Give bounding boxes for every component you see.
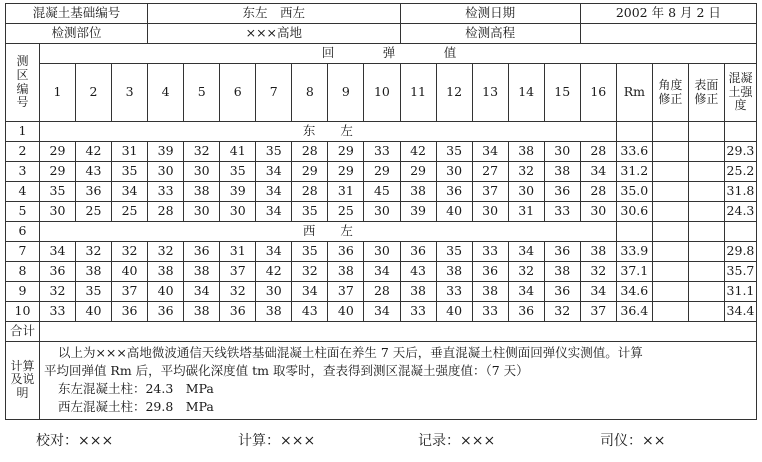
rebound-value-header: 回 弹 值 (39, 44, 756, 64)
rebound-value: 38 (256, 302, 292, 322)
rebound-value: 28 (580, 182, 616, 202)
empty-cell (688, 222, 724, 242)
rebound-value: 37 (472, 182, 508, 202)
rebound-value: 38 (544, 162, 580, 182)
rebound-value: 31 (508, 202, 544, 222)
strength-value: 35.7 (724, 262, 756, 282)
elevation-label: 检测高程 (400, 24, 580, 44)
rebound-value: 32 (184, 142, 220, 162)
rebound-value: 28 (148, 202, 184, 222)
rebound-value: 30 (508, 182, 544, 202)
rm-header: Rm (616, 64, 652, 122)
empty-cell (688, 122, 724, 142)
column-header-row-2 (6, 64, 757, 122)
rebound-value: 35 (292, 242, 328, 262)
point-header-1: 1 (39, 64, 75, 122)
zone-number: 8 (6, 262, 40, 282)
rebound-value: 39 (148, 142, 184, 162)
rebound-value: 43 (400, 262, 436, 282)
rebound-value: 40 (328, 302, 364, 322)
point-header-16: 16 (580, 64, 616, 122)
rebound-value: 33 (472, 242, 508, 262)
rebound-value: 29 (328, 142, 364, 162)
point-header-3: 3 (112, 64, 148, 122)
rebound-value: 32 (580, 262, 616, 282)
rebound-value: 40 (436, 302, 472, 322)
rebound-value: 35 (436, 242, 472, 262)
rebound-value: 33 (544, 202, 580, 222)
rebound-value: 38 (472, 282, 508, 302)
rebound-value: 30 (184, 202, 220, 222)
rebound-value: 34 (508, 242, 544, 262)
section-title: 东 左 (39, 122, 616, 142)
surface-correction-value (688, 202, 724, 222)
rebound-value: 38 (400, 182, 436, 202)
rebound-value: 32 (39, 282, 75, 302)
surface-correction-value (688, 282, 724, 302)
rebound-value: 36 (544, 242, 580, 262)
point-header-12: 12 (436, 64, 472, 122)
rebound-value: 34 (364, 302, 400, 322)
rebound-value: 45 (364, 182, 400, 202)
rebound-value: 28 (292, 142, 328, 162)
rebound-value: 36 (148, 302, 184, 322)
rebound-value: 28 (580, 142, 616, 162)
rebound-value: 34 (364, 262, 400, 282)
empty-cell (652, 222, 688, 242)
rebound-value: 34 (580, 162, 616, 182)
zone-number: 4 (6, 182, 40, 202)
rebound-value: 30 (580, 202, 616, 222)
rebound-value: 35 (39, 182, 75, 202)
rebound-value: 38 (184, 182, 220, 202)
strength-value: 29.3 (724, 142, 756, 162)
recorder-signature: 记录：××× (418, 433, 496, 449)
rebound-value: 30 (256, 282, 292, 302)
strength-value: 31.1 (724, 282, 756, 302)
empty-cell (652, 122, 688, 142)
notes-line-1: 以上为×××高地微波通信天线铁塔基础混凝土柱面在养生 7 天后，垂直混凝土柱侧面回弹仪实测值。计算 (57, 345, 643, 360)
point-header-7: 7 (256, 64, 292, 122)
table-row (6, 242, 757, 262)
rebound-value: 32 (75, 242, 111, 262)
rebound-value: 36 (184, 242, 220, 262)
rebound-value: 34 (508, 282, 544, 302)
rebound-value: 27 (472, 162, 508, 182)
rm-value: 37.1 (616, 262, 652, 282)
rebound-value: 25 (75, 202, 111, 222)
rm-value: 31.2 (616, 162, 652, 182)
zone-number-label: 测 区 编 号 (16, 53, 29, 110)
table-row (6, 262, 757, 282)
rebound-value: 29 (292, 162, 328, 182)
rebound-value: 37 (328, 282, 364, 302)
rebound-value: 29 (328, 162, 364, 182)
rebound-value: 34 (39, 242, 75, 262)
foundation-value: 东左 西左 (148, 4, 400, 24)
section-title: 西 左 (39, 222, 616, 242)
zone-number: 10 (6, 302, 40, 322)
rebound-value: 30 (364, 202, 400, 222)
rebound-value: 30 (364, 242, 400, 262)
rebound-value: 36 (472, 262, 508, 282)
rebound-value: 32 (220, 282, 256, 302)
rebound-value: 40 (112, 262, 148, 282)
rebound-value: 34 (184, 282, 220, 302)
rebound-value: 33 (436, 282, 472, 302)
rebound-value: 31 (112, 142, 148, 162)
header-row-1 (6, 4, 757, 24)
angle-correction-value (652, 202, 688, 222)
rebound-value: 25 (112, 202, 148, 222)
angle-correction-value (652, 302, 688, 322)
rebound-value: 35 (75, 282, 111, 302)
rebound-value: 38 (184, 302, 220, 322)
rebound-value: 36 (39, 262, 75, 282)
rebound-value: 30 (472, 202, 508, 222)
notes-line-2: 平均回弹值 Rm 后，平均碳化深度值 tm 取零时，查表得到测区混凝土强度值：（7 天） (43, 363, 529, 379)
rebound-value: 38 (400, 282, 436, 302)
strength-value: 24.3 (724, 202, 756, 222)
rebound-value: 34 (256, 242, 292, 262)
point-header-4: 4 (148, 64, 184, 122)
point-header-6: 6 (220, 64, 256, 122)
rebound-value: 30 (220, 202, 256, 222)
rebound-value: 43 (292, 302, 328, 322)
empty-cell (724, 122, 756, 142)
angle-correction-value (652, 242, 688, 262)
rebound-value: 35 (112, 162, 148, 182)
angle-correction-value (652, 182, 688, 202)
rebound-value: 34 (472, 142, 508, 162)
rebound-value: 40 (436, 202, 472, 222)
rebound-value: 38 (436, 262, 472, 282)
rebound-value: 25 (328, 202, 364, 222)
calculator-signature: 计算：××× (238, 433, 316, 449)
rebound-value: 38 (544, 262, 580, 282)
rm-value: 30.6 (616, 202, 652, 222)
rebound-value: 29 (39, 162, 75, 182)
rebound-value: 38 (328, 262, 364, 282)
rebound-value: 31 (328, 182, 364, 202)
surface-correction-value (688, 162, 724, 182)
part-label: 检测部位 (6, 24, 148, 44)
rebound-value: 34 (292, 282, 328, 302)
angle-correction-value (652, 262, 688, 282)
rebound-value: 37 (580, 302, 616, 322)
surface-correction-value (688, 242, 724, 262)
table-row (6, 202, 757, 222)
rebound-value: 30 (544, 142, 580, 162)
header-row-2 (6, 24, 757, 44)
column-header-row-1 (6, 44, 757, 64)
zone-number: 6 (6, 222, 40, 242)
date-label: 检测日期 (400, 4, 580, 24)
rebound-test-table (5, 3, 757, 420)
point-header-14: 14 (508, 64, 544, 122)
zone-number: 9 (6, 282, 40, 302)
surface-correction-header: 表面修正 (688, 64, 724, 122)
rebound-value: 38 (580, 242, 616, 262)
rebound-value: 37 (220, 262, 256, 282)
rebound-value: 33 (400, 302, 436, 322)
rebound-value: 29 (364, 162, 400, 182)
point-header-9: 9 (328, 64, 364, 122)
rebound-value: 32 (112, 242, 148, 262)
rm-value: 35.0 (616, 182, 652, 202)
rebound-value: 32 (148, 242, 184, 262)
section-row (6, 122, 757, 142)
rm-value: 33.9 (616, 242, 652, 262)
rebound-value: 37 (112, 282, 148, 302)
rebound-value: 38 (75, 262, 111, 282)
total-label: 合计 (6, 322, 40, 342)
rebound-value: 30 (184, 162, 220, 182)
angle-correction-header: 角度修正 (652, 64, 688, 122)
rm-value: 33.6 (616, 142, 652, 162)
point-header-10: 10 (364, 64, 400, 122)
surface-correction-value (688, 262, 724, 282)
point-header-15: 15 (544, 64, 580, 122)
empty-cell (616, 122, 652, 142)
rebound-value: 31 (220, 242, 256, 262)
rebound-value: 32 (508, 162, 544, 182)
rebound-value: 28 (292, 182, 328, 202)
rm-value: 36.4 (616, 302, 652, 322)
angle-correction-value (652, 162, 688, 182)
rebound-value: 42 (400, 142, 436, 162)
rm-value: 34.6 (616, 282, 652, 302)
strength-value: 25.2 (724, 162, 756, 182)
table-row (6, 182, 757, 202)
rebound-value: 34 (112, 182, 148, 202)
rebound-value: 40 (75, 302, 111, 322)
surface-correction-value (688, 142, 724, 162)
rebound-value: 35 (436, 142, 472, 162)
notes-label: 计算及说明 (6, 342, 40, 420)
surface-correction-value (688, 302, 724, 322)
strength-value: 31.8 (724, 182, 756, 202)
notes-line-4: 西左混凝土柱：29.8 MPa (57, 399, 214, 415)
notes-content (39, 342, 756, 420)
table-row (6, 282, 757, 302)
notes-row (6, 342, 757, 420)
rebound-value: 36 (220, 302, 256, 322)
zone-number: 2 (6, 142, 40, 162)
elevation-value (580, 24, 756, 44)
strength-header: 混凝土强度 (724, 64, 756, 122)
rebound-value: 43 (75, 162, 111, 182)
point-header-11: 11 (400, 64, 436, 122)
rebound-value: 30 (148, 162, 184, 182)
zone-number: 3 (6, 162, 40, 182)
rebound-value: 36 (436, 182, 472, 202)
rebound-value: 34 (256, 162, 292, 182)
rebound-value: 36 (544, 182, 580, 202)
empty-cell (724, 222, 756, 242)
rebound-value: 29 (400, 162, 436, 182)
strength-value: 29.8 (724, 242, 756, 262)
total-row (6, 322, 757, 342)
rebound-value: 34 (256, 182, 292, 202)
rebound-value: 30 (39, 202, 75, 222)
rebound-value: 29 (39, 142, 75, 162)
rebound-value: 36 (75, 182, 111, 202)
rebound-value: 33 (472, 302, 508, 322)
signature-footer (0, 430, 762, 454)
rebound-value: 33 (39, 302, 75, 322)
rebound-value: 32 (292, 262, 328, 282)
point-header-13: 13 (472, 64, 508, 122)
point-header-2: 2 (75, 64, 111, 122)
rebound-value: 38 (184, 262, 220, 282)
rebound-value: 33 (364, 142, 400, 162)
rebound-value: 34 (256, 202, 292, 222)
rebound-value: 38 (148, 262, 184, 282)
total-value (39, 322, 756, 342)
part-value: ×××高地 (148, 24, 400, 44)
foundation-label: 混凝土基础编号 (6, 4, 148, 24)
angle-correction-value (652, 282, 688, 302)
rebound-value: 35 (220, 162, 256, 182)
zone-number: 7 (6, 242, 40, 262)
rebound-value: 35 (292, 202, 328, 222)
date-value: 2002 年 8 月 2 日 (580, 4, 756, 24)
rebound-value: 39 (220, 182, 256, 202)
rebound-value: 30 (436, 162, 472, 182)
section-row (6, 222, 757, 242)
rebound-value: 36 (112, 302, 148, 322)
rebound-value: 28 (364, 282, 400, 302)
rebound-value: 39 (400, 202, 436, 222)
checker-signature: 校对：××× (36, 433, 114, 449)
zone-number: 1 (6, 122, 40, 142)
empty-cell (616, 222, 652, 242)
rebound-value: 35 (256, 142, 292, 162)
operator-signature: 司仪：×× (600, 433, 666, 449)
rebound-value: 42 (75, 142, 111, 162)
rebound-value: 41 (220, 142, 256, 162)
rebound-value: 40 (148, 282, 184, 302)
rebound-value: 38 (508, 142, 544, 162)
rebound-value: 32 (508, 262, 544, 282)
rebound-value: 36 (328, 242, 364, 262)
rebound-value: 32 (544, 302, 580, 322)
table-row (6, 162, 757, 182)
rebound-value: 33 (148, 182, 184, 202)
rebound-value: 36 (400, 242, 436, 262)
rebound-value: 36 (544, 282, 580, 302)
rebound-value: 36 (508, 302, 544, 322)
zone-number-header (6, 44, 40, 122)
rebound-value: 42 (256, 262, 292, 282)
table-row (6, 302, 757, 322)
point-header-8: 8 (292, 64, 328, 122)
table-row (6, 142, 757, 162)
notes-line-3: 东左混凝土柱：24.3 MPa (57, 381, 214, 397)
strength-value: 34.4 (724, 302, 756, 322)
point-header-5: 5 (184, 64, 220, 122)
surface-correction-value (688, 182, 724, 202)
zone-number: 5 (6, 202, 40, 222)
rebound-value: 34 (580, 282, 616, 302)
angle-correction-value (652, 142, 688, 162)
